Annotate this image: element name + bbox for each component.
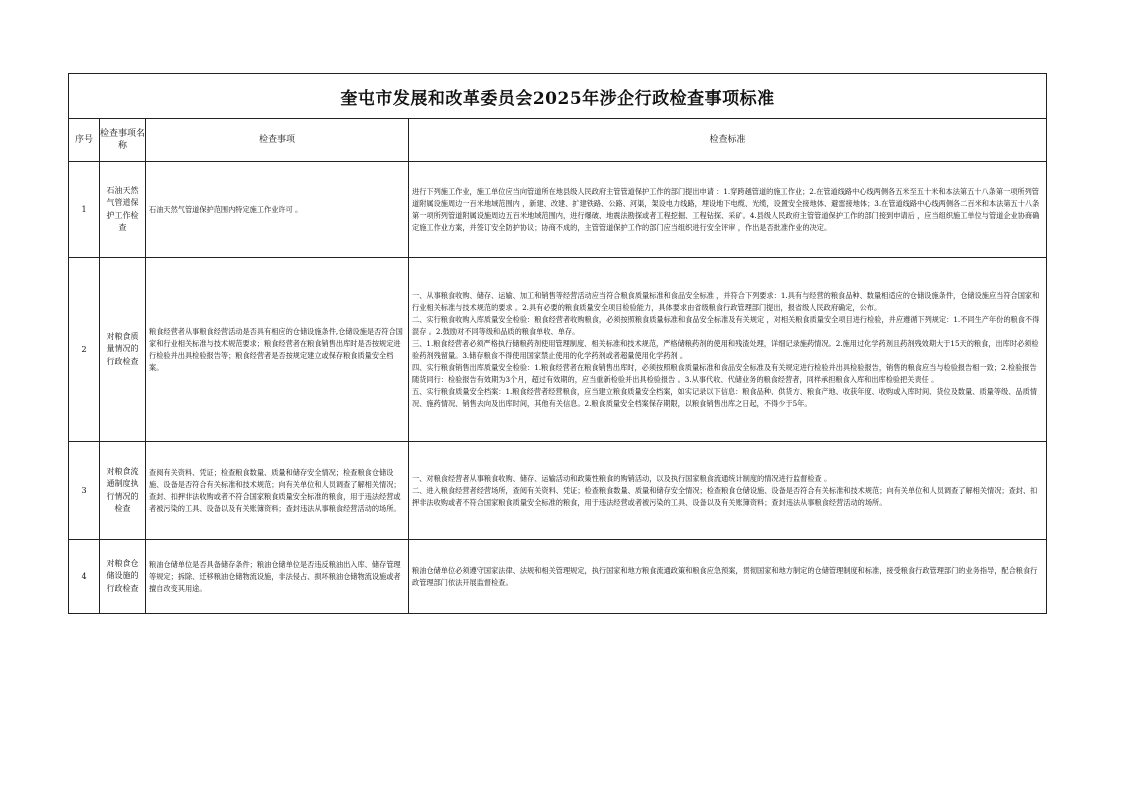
row-name: 对粮食仓储设施的行政检查	[100, 540, 146, 614]
row-item: 石油天然气管道保护范围内特定施工作业许可 。	[146, 162, 409, 258]
document-title: 奎屯市发展和改革委员会2025年涉企行政检查事项标准	[69, 74, 1047, 119]
table-row	[69, 442, 1047, 540]
table-header-row	[69, 119, 1047, 162]
standard-paragraph: 一、对粮食经营者从事粮食收购、储存、运输活动和政策性粮食的购销活动，以及执行国家粮食流通统计制度的情况进行监督检查 。	[412, 473, 832, 483]
row-item: 粮油仓储单位是否具备储存条件；粮油仓储单位是否违反粮油出入库、储存管理等规定；拆除、迁移粮油仓储物流设施，非法侵占、损坏粮油仓储物流设施或者擅自改变其用途。	[146, 540, 409, 614]
inspection-table	[68, 73, 1047, 614]
row-name: 石油天然气管道保护工作检查	[100, 162, 146, 258]
row-name: 对粮食流通制度执行情况的检查	[100, 442, 146, 540]
header-standard: 检查标准	[409, 119, 1047, 162]
row-standard	[409, 442, 1047, 540]
row-name: 对粮食质量情况的行政检查	[100, 258, 146, 442]
row-standard	[409, 162, 1047, 258]
header-name: 检查事项名称	[100, 119, 146, 162]
standard-paragraph: 二、进入粮食经营者经营场所，查阅有关资料、凭证；检查粮食数量、质量和储存安全情况；检查粮食仓储设施、设备是否符合有关标准和技术规范；向有关单位和人员调查了解相关情况；查封、扣押非法收购或者不符合国家粮食质量安全标准的粮食，用于违法经营或者被污染的工具、设备以及有关账簿资料；查封违法从事粮食经营活动的场所。	[412, 485, 1038, 507]
standard-paragraph: 进行下列施工作业，施工单位应当向管道所在地县级人民政府主管管道保护工作的部门提出申请 ：1.穿跨越管道的施工作业；2.在管道线路中心线两侧各五米至五十米和本法第五十八条第一项所列管道附属设施周边一百米地域范围内 ，新建、改建、扩建铁路、公路、河渠，架设电力线路，埋设地下电缆、光缆，设置安全接地体、避雷接地体；3.在管道线路中心线两侧各二百米和本法第五十八条第一项所列管道附属设施周边五百米地域范围内，进行爆破、地震法勘探或者工程挖掘、工程钻探、采矿。4.县级人民政府主管管道保护工作的部门接到申请后 ，应当组织施工单位与管道企业协商确定施工作业方案，并签订安全防护协议；协商不成的，主管管道保护工作的部门应当组织进行安全评审 ，作出是否批准作业的决定。	[412, 186, 1040, 232]
table-row	[69, 540, 1047, 614]
table-row	[69, 258, 1047, 442]
row-standard	[409, 540, 1047, 614]
standard-paragraph: 粮油仓储单位必须遵守国家法律、法规和相关管理规定，执行国家和地方粮食流通政策和粮食应急预案，贯彻国家和地方制定的仓储管理制度和标准，接受粮食行政管理部门的业务指导，配合粮食行政管理部门依法开展监督检查。	[412, 565, 1038, 587]
standard-paragraph: 一、从事粮食收购、储存、运输、加工和销售等经营活动应当符合粮食质量标准和食品安全标准 ，并符合下列要求：1.具有与经营的粮食品种、数量相适应的仓储设施条件，仓储设施应当符合国家和行业相关标准与技术规范的要求 。2.具有必要的粮食质量安全项目检验能力，具体要求由省级粮食行政管理部门提出，报省级人民政府确定，公布。	[412, 290, 1040, 312]
standard-paragraph: 三、1.粮食经营者必须严格执行储粮药剂使用管理制度、相关标准和技术规范，严格储粮药剂的使用和残渣处理，详细记录施药情况。2.施用过化学药剂且药剂残效期大于15天的粮食，出库时必须检验药剂残留量。3.储存粮食不得使用国家禁止使用的化学药剂或者超量使用化学药剂 。	[412, 338, 1039, 360]
standard-paragraph: 二、实行粮食收购入库质量安全检验：粮食经营者收购粮食，必须按照粮食质量标准和食品安全标准及有关规定 ，对相关粮食质量安全项目进行检验，并应遵循下列规定：1.不同生产年份的粮食不得混存 。2.鼓励对不同等级和品质的粮食单收、单存。	[412, 314, 1040, 336]
table-row	[69, 162, 1047, 258]
row-item: 粮食经营者从事粮食经营活动是否具有相应的仓储设施条件,仓储设施是否符合国家和行业相关标准与技术规范要求；粮食经营者在粮食销售出库时是否按规定进行检验并出具检验报告等；粮食经营者是否按规定建立或保存粮食质量安全档案。	[146, 258, 409, 442]
inspection-standards-document	[68, 73, 1046, 614]
row-standard	[409, 258, 1047, 442]
row-no: 3	[69, 442, 100, 540]
standard-paragraph: 五、实行粮食质量安全档案：1.粮食经营者经营粮食，应当建立粮食质量安全档案，如实记录以下信息：粮食品种、供货方、粮食产地、收获年度、收购或入库时间、货位及数量、质量等级、品质情况、施药情况、销售去向及出库时间，其他有关信息。2.粮食质量安全档案保存期限，以粮食销售出库之日起，不得少于5年。	[412, 386, 1037, 408]
header-no: 序号	[69, 119, 100, 162]
row-item: 查阅有关资料、凭证；检查粮食数量、质量和储存安全情况；检查粮食仓储设施、设备是否符合有关标准和技术规范；向有关单位和人员调查了解相关情况；查封、扣押非法收购或者不符合国家粮食质量安全标准的粮食，用于违法经营或者被污染的工具、设备以及有关账簿资料；查封违法从事粮食经营活动的场所。	[146, 442, 409, 540]
row-no: 1	[69, 162, 100, 258]
row-no: 4	[69, 540, 100, 614]
row-no: 2	[69, 258, 100, 442]
header-item: 检查事项	[146, 119, 409, 162]
standard-paragraph: 四、实行粮食销售出库质量安全检验：1.粮食经营者在粮食销售出库时，必须按照粮食质量标准和食品安全标准及有关规定进行检验并出具检验报告，销售的粮食应当与检验报告相一致；2.检验报告随货同行：检验报告有效期为3个月，超过有效期的，应当重新检验并出具检验报告 。3.从事代收、代储业务的粮食经营者，同样承担粮食入库和出库检验把关责任 。	[412, 362, 1037, 384]
